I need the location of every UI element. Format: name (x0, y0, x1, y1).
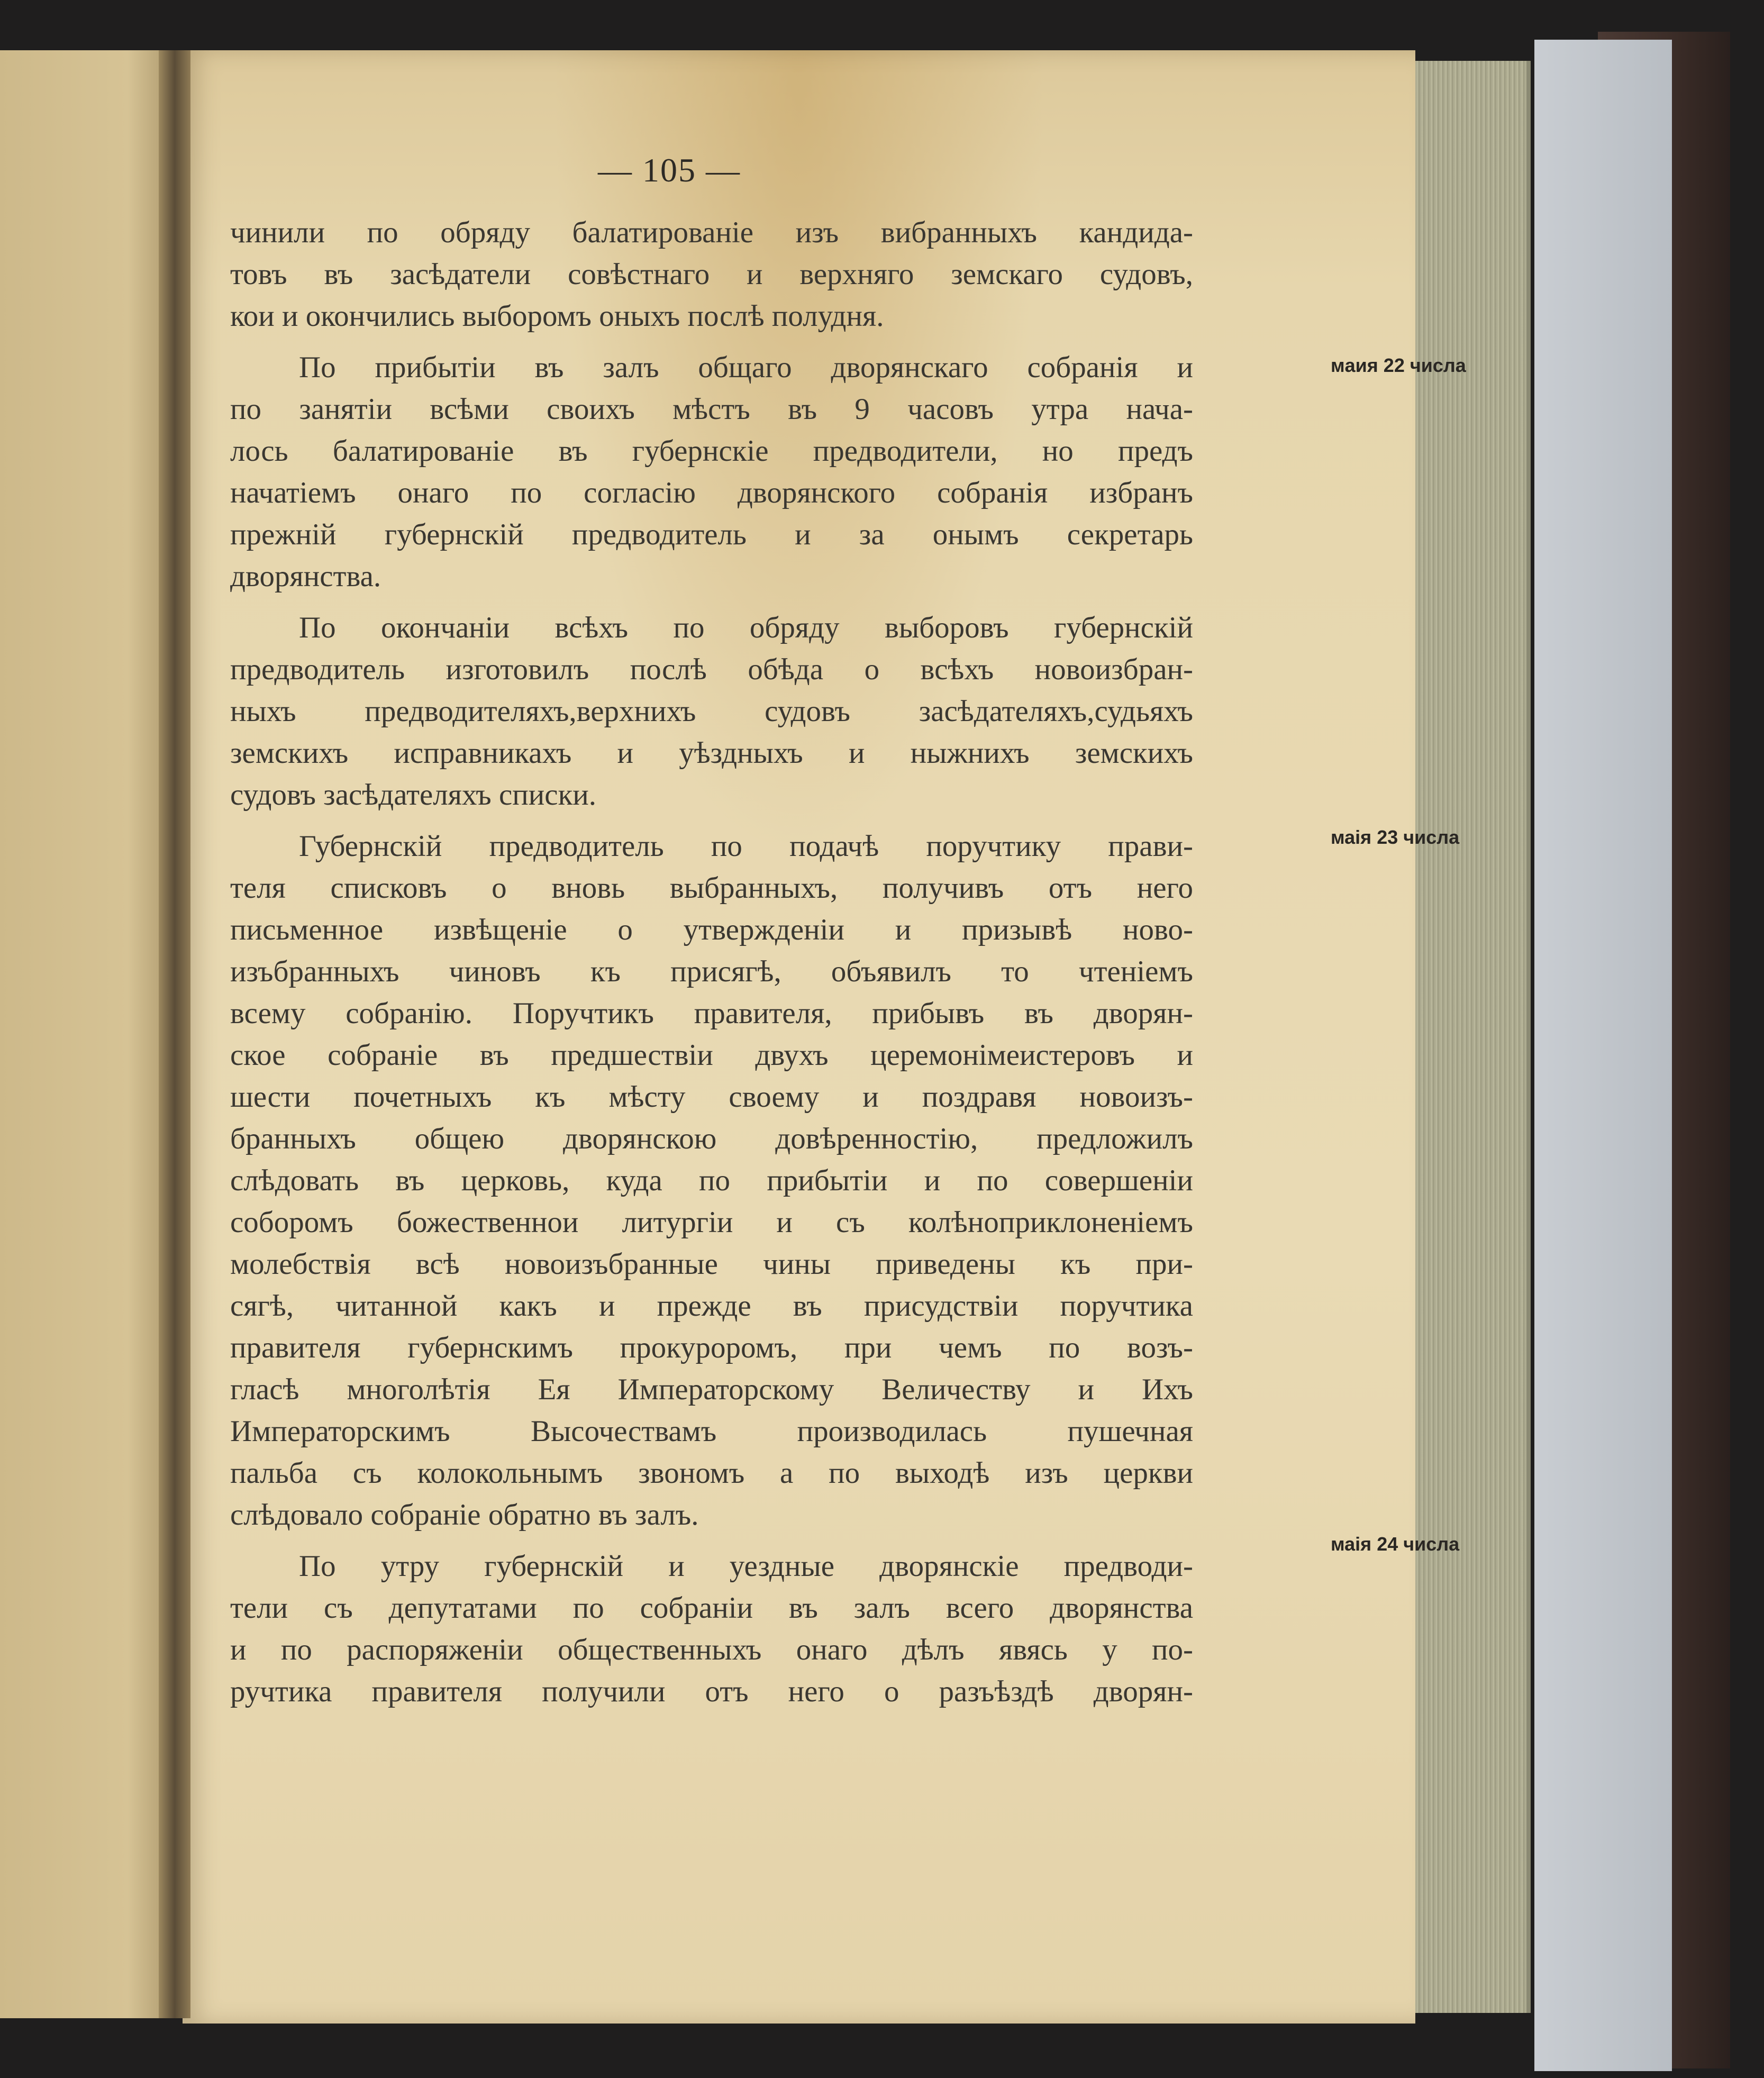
text-line: По утру губернскій и уездные дворянскіе предводи- (299, 1550, 1193, 1583)
text-line: письменное извѣщеніе о утвержденіи и призывѣ ново- (230, 913, 1193, 946)
text-line: всему собранію. Поручтикъ правителя, прибывъ въ дворян- (230, 997, 1193, 1030)
text-line: сягѣ, читанной какъ и прежде въ присудствіи поручтика (230, 1289, 1193, 1323)
paragraph (230, 1545, 1193, 1712)
paragraph (230, 825, 1193, 1536)
margin-note-date: мaия 22 числа (1331, 354, 1466, 376)
text-line: Императорскимъ Высочествамъ производилась пушечная (230, 1415, 1193, 1448)
text-line: судовъ засѣдателяхъ списки. (230, 778, 597, 812)
text-line: начатіемъ онаго по согласію дворянского собранія избранъ (230, 476, 1193, 509)
text-line: дворянства. (230, 560, 381, 593)
text-line: лось балатированіе въ губернскіе предводители, но предъ (230, 434, 1193, 468)
page-body-text (230, 212, 1193, 1712)
text-line: пальба съ колокольнымъ звономъ а по выходѣ изъ церкви (230, 1456, 1193, 1490)
book-page (183, 50, 1466, 2024)
facing-page-left (0, 50, 183, 2018)
text-line: слѣдовать въ церковь, куда по прибытіи и по совершеніи (230, 1164, 1193, 1197)
text-line: кои и окончились выборомъ оныхъ послѣ полудня. (230, 299, 884, 333)
text-line: Губернскій предводитель по подачѣ поручтику прави- (299, 830, 1193, 863)
text-line: и по распоряженіи общественныхъ онаго дѣлъ явясь у по- (230, 1633, 1193, 1666)
text-line: соборомъ божественнои литургіи и съ колѣноприклоненіемъ (230, 1206, 1193, 1239)
text-line: гласѣ многолѣтія Ея Императорскому Величеству и Ихъ (230, 1373, 1193, 1406)
text-line: ручтика правителя получили отъ него о разъѣздѣ дворян- (230, 1675, 1193, 1708)
text-line: По окончаніи всѣхъ по обряду выборовъ губернскій (299, 611, 1193, 644)
page-number: — 105 — (598, 151, 741, 189)
text-line: по занятіи всѣми своихъ мѣстъ въ 9 часовъ утра нача- (230, 393, 1193, 426)
text-line: правителя губернскимъ прокуроромъ, при чемъ по возъ- (230, 1331, 1193, 1364)
text-line: По прибытіи въ залъ общаго дворянскаго собранія и (299, 351, 1193, 384)
text-line: слѣдовало собраніе обратно въ залъ. (230, 1498, 699, 1532)
text-line: шести почетныхъ къ мѣсту своему и поздравя новоизъ- (230, 1080, 1193, 1114)
endpaper (1534, 40, 1672, 2071)
paragraph (230, 212, 1193, 337)
margin-note-date: маія 23 числа (1331, 826, 1460, 848)
book-gutter (159, 50, 190, 2018)
text-line: ныхъ предводителяхъ,верхнихъ судовъ засѣдателяхъ,судьяхъ (230, 695, 1193, 728)
page-edges (1397, 61, 1531, 2013)
text-line: земскихъ исправникахъ и уѣздныхъ и ныжнихъ земскихъ (230, 736, 1193, 770)
text-line: товъ въ засѣдатели совѣстнаго и верхняго земскаго судовъ, (230, 258, 1193, 291)
paragraph (230, 607, 1193, 816)
text-line: прежній губернскій предводитель и за онымъ секретарь (230, 518, 1193, 551)
text-line: чинили по обряду балатированіе изъ вибранныхъ кандида- (230, 216, 1193, 249)
paragraph (230, 347, 1193, 597)
text-line: теля списковъ о вновь выбранныхъ, получивъ отъ него (230, 871, 1193, 905)
text-line: ское собраніе въ предшествіи двухъ церемонімеистеровъ и (230, 1038, 1193, 1072)
margin-note-date: маія 24 числа (1331, 1533, 1460, 1555)
text-line: бранныхъ общею дворянскою довѣренностію, предложилъ (230, 1122, 1193, 1155)
text-line: предводитель изготовилъ послѣ обѣда о всѣхъ новоизбран- (230, 653, 1193, 686)
text-line: молебствія всѣ новоизъбранные чины приведены къ при- (230, 1247, 1193, 1281)
text-line: изъбранныхъ чиновъ къ присягѣ, объявилъ то чтеніемъ (230, 955, 1193, 988)
text-line: тели съ депутатами по собраніи въ залъ всего дворянства (230, 1591, 1193, 1625)
